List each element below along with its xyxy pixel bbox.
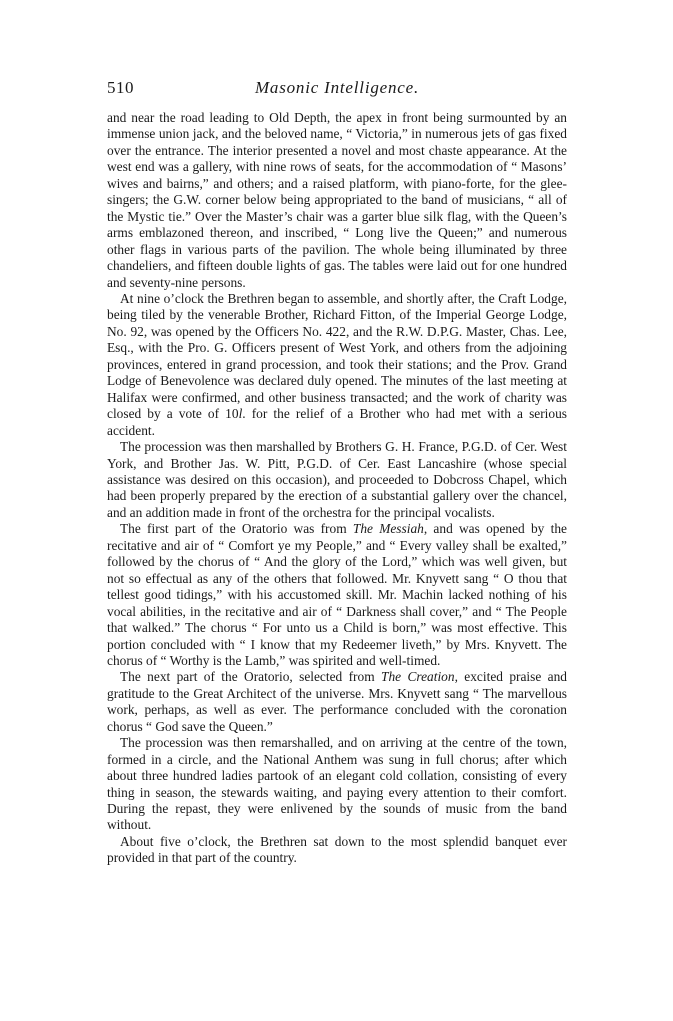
paragraph	[107, 669, 567, 735]
text-run: and near the road leading to Old Depth, the apex in front being surmounted by an immense union jack, and the beloved name, “ Victoria,” in numerous jets of gas fixed over the entrance. The interior presented a novel and most chaste appearance. At the west end was a gallery, with nine rows of seats, for the accommodation of “ Masons’ wives and bairns,” and others; and a raised platform, with piano-forte, for the glee-singers; the G.W. corner below being appropriated to the band of musicians, “ all of the Mystic tie.” Over the Master’s chair was a garter blue silk flag, with the Queen’s arms emblazoned thereon, and inscribed, “ Long live the Queen;” and numerous other flags in various parts of the pavilion. The whole being illuminated by three chandeliers, and fifteen double lights of gas. The tables were laid out for one hundred and seventy-nine persons.	[107, 110, 567, 290]
running-head	[107, 78, 567, 106]
paragraph	[107, 110, 567, 291]
text-run: The next part of the Oratorio, selected from	[120, 669, 381, 685]
paragraph	[107, 834, 567, 867]
paragraph	[107, 521, 567, 669]
text-run: About five o’clock, the Brethren sat down to the most splendid banquet ever provided in that part of the country.	[107, 833, 567, 866]
text-run: At nine o’clock the Brethren began to assemble, and shortly after, the Craft Lodge, being tiled by the venerable Brother, Richard Fitton, of the Imperial George Lodge, No. 92, was opened by the Officers No. 422, and the R.W. D.P.G. Master, Chas. Lee, Esq., with the Pro. G. Officers present of West York, and others from the adjoining provinces, entered in grand procession, and took their stations; and the Prov. Grand Lodge of Benevolence was declared duly opened. The minutes of the last meeting at Halifax were confirmed, and other business transacted; and the work of charity was closed by a vote of 10	[107, 290, 567, 422]
text-run: . for the relief of a Brother who had met with a serious accident.	[107, 406, 567, 438]
text-run: The procession was then marshalled by Brothers G. H. France, P.G.D. of Cer. West York, and Brother Jas. W. Pitt, P.G.D. of Cer. East Lancashire (whose special assistance was desired on this occasion), and proceeded to Dobcross Chapel, which had been properly prepared by the erection of a substantial gallery over the chancel, and an addition made in front of the orchestra for the principal vocalists.	[107, 439, 567, 520]
article-body	[107, 110, 567, 867]
paragraph	[107, 291, 567, 439]
running-title: Masonic Intelligence.	[254, 78, 420, 97]
italic-text: l	[238, 406, 243, 422]
paragraph	[107, 439, 567, 521]
page	[107, 78, 567, 867]
text-run: , excited praise and gratitude to the Great Architect of the universe. Mrs. Knyvett sang “ The marvellous work, perhaps, as well as ever. The performance concluded with the coronation chorus “ God save the Queen.”	[107, 669, 567, 734]
italic-text: The Creation	[381, 669, 455, 685]
italic-text: The Messiah	[352, 521, 424, 537]
page-number: 510	[107, 78, 134, 97]
paragraph	[107, 735, 567, 834]
text-run: , and was opened by the recitative and air of “ Comfort ye my People,” and “ Every valley shall be exalted,” followed by the chorus of “ And the glory of the Lord,” which was well given, but not so effectual as any of the others that followed. Mr. Knyvett sang “ O thou that tellest good tidings,” with his accustomed skill. Mr. Machin lacked nothing of his vocal abilities, in the recitative and air of “ Darkness shall cover,” and “ The People that walked.” The chorus “ For unto us a Child is born,” was most effective. This portion concluded with “ I know that my Redeemer liveth,” by Mrs. Knyvett. The chorus of “ Worthy is the Lamb,” was spirited and well-timed.	[107, 521, 567, 668]
text-run: The procession was then remarshalled, and on arriving at the centre of the town, formed in a circle, and the National Anthem was sung in full chorus; after which about three hundred ladies partook of an elegant cold collation, consisting of every thing in season, the stewards waiting, and paying every attention to their comfort. During the repast, they were enlivened by the sounds of music from the band without.	[107, 735, 567, 833]
text-run: The first part of the Oratorio was from	[120, 521, 353, 537]
